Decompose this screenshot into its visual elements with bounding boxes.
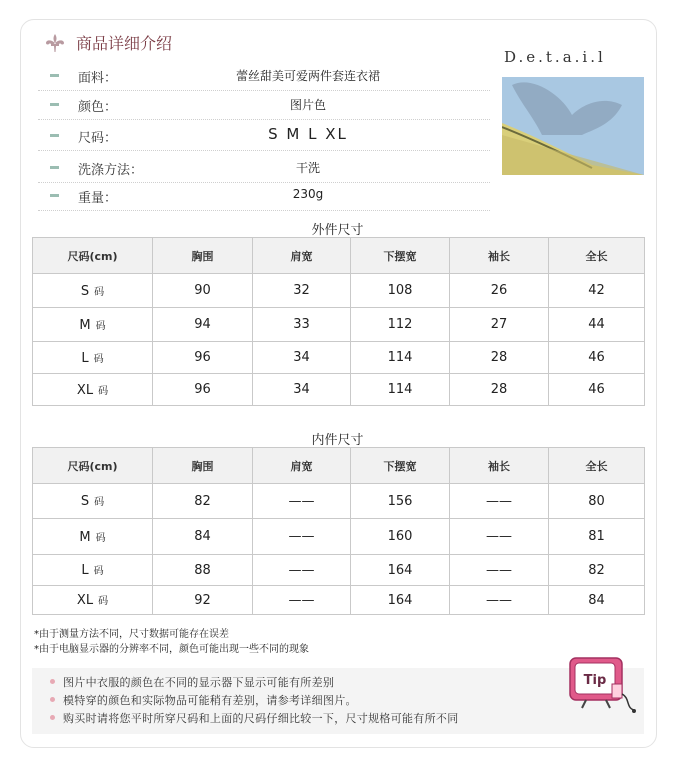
value-cell: 114 — [351, 374, 450, 406]
table-header-row — [33, 448, 645, 484]
attr-row-weight — [38, 181, 490, 211]
attr-label: 洗涤方法： — [78, 163, 144, 178]
col-header: 肩宽 — [253, 238, 351, 274]
attr-label: 尺码： — [78, 131, 118, 146]
tip-line: 模特穿的颜色和实际物品可能稍有差别，请参考详细图片。 — [50, 692, 357, 708]
attr-row-fabric — [38, 61, 490, 91]
dash-bullet-icon — [50, 166, 59, 169]
outer-size-table — [32, 237, 645, 406]
value-cell: —— — [253, 519, 351, 555]
dash-bullet-icon — [50, 74, 59, 77]
value-cell: 84 — [153, 519, 253, 555]
col-header: 肩宽 — [253, 448, 351, 484]
value-cell: 90 — [153, 274, 253, 308]
value-cell: —— — [253, 555, 351, 586]
attr-value: 蕾丝甜美可爱两件套连衣裙 — [235, 69, 380, 83]
value-cell: 32 — [253, 274, 351, 308]
col-header: 全长 — [549, 238, 645, 274]
col-header: 尺码(cm) — [33, 448, 153, 484]
size-cell: M 码 — [33, 308, 153, 342]
tip-line: 购买时请将您平时所穿尺码和上面的尺码仔细比较一下，尺寸规格可能有所不同 — [50, 710, 459, 726]
color-note: *由于电脑显示器的分辨率不同，颜色可能出现一些不同的现象 — [34, 644, 309, 655]
attr-value: 图片色 — [289, 98, 326, 112]
value-cell: 34 — [253, 342, 351, 374]
value-cell: 164 — [351, 555, 450, 586]
outer-table-caption: 外件尺寸 — [311, 223, 364, 238]
size-cell: L 码 — [33, 555, 153, 586]
value-cell: 33 — [253, 308, 351, 342]
tips-panel — [32, 668, 644, 734]
table-row — [33, 555, 645, 586]
value-cell: 42 — [549, 274, 645, 308]
attr-label: 颜色： — [78, 100, 118, 115]
col-header: 全长 — [549, 448, 645, 484]
dash-bullet-icon — [50, 134, 59, 137]
dash-bullet-icon — [50, 194, 59, 197]
table-row — [33, 274, 645, 308]
attr-row-color — [38, 90, 490, 120]
value-cell: 27 — [450, 308, 549, 342]
value-cell: 82 — [549, 555, 645, 586]
value-cell: 28 — [450, 342, 549, 374]
value-cell: 82 — [153, 484, 253, 519]
table-row — [33, 484, 645, 519]
value-cell: 96 — [153, 342, 253, 374]
measurement-note: *由于测量方法不同，尺寸数据可能存在误差 — [34, 629, 229, 640]
pink-dot-icon — [50, 697, 55, 702]
value-cell: —— — [450, 586, 549, 615]
value-cell: —— — [450, 555, 549, 586]
value-cell: —— — [253, 484, 351, 519]
value-cell: —— — [450, 519, 549, 555]
fleur-de-lis-icon — [44, 33, 66, 53]
pink-dot-icon — [50, 679, 55, 684]
inner-size-table — [32, 447, 645, 615]
svg-text:Tip: Tip — [583, 673, 607, 688]
col-header: 尺码(cm) — [33, 238, 153, 274]
size-cell: L 码 — [33, 342, 153, 374]
size-cell: M 码 — [33, 519, 153, 555]
table-row — [33, 586, 645, 615]
table-row — [33, 519, 645, 555]
value-cell: 94 — [153, 308, 253, 342]
tip-tv-icon — [566, 654, 638, 716]
table-row — [33, 342, 645, 374]
size-cell: XL 码 — [33, 374, 153, 406]
attr-value: 230g — [292, 187, 324, 201]
value-cell: 156 — [351, 484, 450, 519]
value-cell: —— — [450, 484, 549, 519]
value-cell: 81 — [549, 519, 645, 555]
value-cell: 46 — [549, 374, 645, 406]
size-cell: S 码 — [33, 484, 153, 519]
value-cell: 46 — [549, 342, 645, 374]
table-row — [33, 374, 645, 406]
value-cell: 80 — [549, 484, 645, 519]
attr-label: 面料： — [78, 71, 118, 86]
value-cell: 112 — [351, 308, 450, 342]
section-title: 商品详细介绍 — [76, 34, 173, 53]
attr-row-size — [38, 121, 490, 151]
value-cell: 44 — [549, 308, 645, 342]
attr-label: 重量： — [78, 191, 118, 206]
value-cell: 88 — [153, 555, 253, 586]
value-cell: —— — [253, 586, 351, 615]
tip-line: 图片中衣服的颜色在不同的显示器下显示可能有所差别 — [50, 674, 334, 690]
table-header-row — [33, 238, 645, 274]
col-header: 下摆宽 — [351, 448, 450, 484]
value-cell: 84 — [549, 586, 645, 615]
inner-table-caption: 内件尺寸 — [311, 433, 364, 448]
value-cell: 26 — [450, 274, 549, 308]
col-header: 下摆宽 — [351, 238, 450, 274]
col-header: 袖长 — [450, 238, 549, 274]
value-cell: 160 — [351, 519, 450, 555]
table-row — [33, 308, 645, 342]
value-cell: 28 — [450, 374, 549, 406]
col-header: 胸围 — [153, 238, 253, 274]
value-cell: 96 — [153, 374, 253, 406]
dash-bullet-icon — [50, 103, 59, 106]
col-header: 袖长 — [450, 448, 549, 484]
col-header: 胸围 — [153, 448, 253, 484]
attr-value: 干洗 — [295, 161, 320, 175]
size-cell: XL 码 — [33, 586, 153, 615]
detail-label: D.e.t.a.i.l — [504, 48, 606, 66]
pink-dot-icon — [50, 715, 55, 720]
value-cell: 92 — [153, 586, 253, 615]
value-cell: 164 — [351, 586, 450, 615]
value-cell: 34 — [253, 374, 351, 406]
value-cell: 108 — [351, 274, 450, 308]
attr-value: S M L XL — [268, 125, 348, 143]
size-cell: S 码 — [33, 274, 153, 308]
value-cell: 114 — [351, 342, 450, 374]
attr-row-washing — [38, 153, 490, 183]
